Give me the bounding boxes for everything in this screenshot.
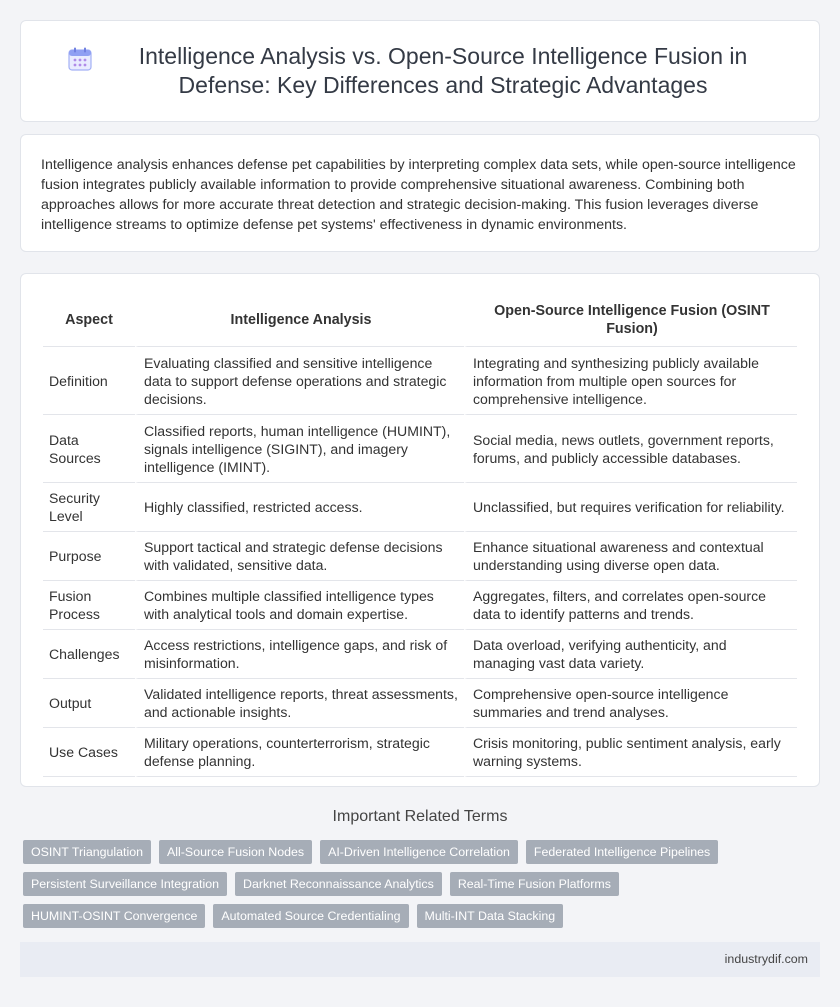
related-terms-title: Important Related Terms (332, 808, 508, 825)
related-term-tag[interactable]: Persistent Surveillance Integration (23, 872, 227, 896)
related-term-tag[interactable]: AI-Driven Intelligence Correlation (320, 840, 518, 864)
related-term-tag[interactable]: Federated Intelligence Pipelines (526, 840, 718, 864)
intro-paragraph: Intelligence analysis enhances defense pet capabilities by interpreting complex data sets, while open-source intelligence fusion integrates publicly available information to provide comprehensive situational awareness. Combining both approaches allows for more accurate threat detection and strategic decision-making. This fusion leverages diverse intelligence streams to optimize defense pet systems' effectiveness in dynamic environments. (41, 157, 796, 233)
cell-osint-fusion: Social media, news outlets, government reports, forums, and publicly accessible databases. (464, 415, 797, 483)
cell-aspect: Fusion Process (43, 581, 135, 630)
cell-intelligence-analysis: Combines multiple classified intelligence types with analytical tools and domain expertise. (135, 581, 464, 630)
footer (20, 942, 820, 977)
header-aspect: Aspect (43, 294, 135, 347)
related-term-tag[interactable]: Real-Time Fusion Platforms (450, 872, 619, 896)
cell-intelligence-analysis: Support tactical and strategic defense decisions with validated, sensitive data. (135, 532, 464, 581)
cell-aspect: Challenges (43, 630, 135, 679)
cell-osint-fusion: Aggregates, filters, and correlates open-source data to identify patterns and trends. (464, 581, 797, 630)
cell-osint-fusion: Comprehensive open-source intelligence summaries and trend analyses. (464, 679, 797, 728)
table-row (43, 679, 797, 728)
cell-intelligence-analysis: Highly classified, restricted access. (135, 483, 464, 532)
cell-intelligence-analysis: Classified reports, human intelligence (HUMINT), signals intelligence (SIGINT), and imagery intelligence (IMINT). (135, 415, 464, 483)
table-row (43, 415, 797, 483)
related-term-tag[interactable]: All-Source Fusion Nodes (159, 840, 312, 864)
header-osint-fusion: Open-Source Intelligence Fusion (OSINT Fusion) (464, 294, 797, 347)
cell-aspect: Data Sources (43, 415, 135, 483)
cell-aspect: Output (43, 679, 135, 728)
calendar-icon (67, 46, 93, 72)
table-header-row (43, 294, 797, 347)
cell-osint-fusion: Integrating and synthesizing publicly available information from multiple open sources for comprehensive intelligence. (464, 347, 797, 415)
cell-aspect: Purpose (43, 532, 135, 581)
cell-intelligence-analysis: Military operations, counterterrorism, strategic defense planning. (135, 728, 464, 777)
table-row (43, 728, 797, 777)
title-wrap (67, 42, 773, 100)
table-row (43, 483, 797, 532)
related-terms-list (23, 840, 813, 936)
table-body (43, 347, 797, 777)
table-row (43, 581, 797, 630)
cell-aspect: Security Level (43, 483, 135, 532)
comparison-table (43, 294, 797, 777)
cell-osint-fusion: Enhance situational awareness and contextual understanding using diverse open data. (464, 532, 797, 581)
cell-osint-fusion: Crisis monitoring, public sentiment analysis, early warning systems. (464, 728, 797, 777)
cell-aspect: Use Cases (43, 728, 135, 777)
comparison-table-card (20, 273, 820, 787)
footer-site[interactable]: industrydif.com (724, 952, 808, 966)
cell-osint-fusion: Data overload, verifying authenticity, and managing vast data variety. (464, 630, 797, 679)
related-term-tag[interactable]: OSINT Triangulation (23, 840, 151, 864)
intro-card (20, 134, 820, 252)
related-term-tag[interactable]: Darknet Reconnaissance Analytics (235, 872, 442, 896)
table-row (43, 347, 797, 415)
cell-intelligence-analysis: Validated intelligence reports, threat assessments, and actionable insights. (135, 679, 464, 728)
related-term-tag[interactable]: Automated Source Credentialing (213, 904, 408, 928)
header-intelligence-analysis: Intelligence Analysis (135, 294, 464, 347)
title-card (20, 20, 820, 122)
table-row (43, 532, 797, 581)
related-term-tag[interactable]: Multi-INT Data Stacking (417, 904, 564, 928)
related-term-tag[interactable]: HUMINT-OSINT Convergence (23, 904, 205, 928)
page-title: Intelligence Analysis vs. Open-Source Intelligence Fusion in Defense: Key Differences and Strategic Advantages (138, 43, 748, 98)
cell-intelligence-analysis: Evaluating classified and sensitive intelligence data to support defense operations and strategic decisions. (135, 347, 464, 415)
cell-aspect: Definition (43, 347, 135, 415)
table-row (43, 630, 797, 679)
cell-intelligence-analysis: Access restrictions, intelligence gaps, and risk of misinformation. (135, 630, 464, 679)
cell-osint-fusion: Unclassified, but requires verification for reliability. (464, 483, 797, 532)
